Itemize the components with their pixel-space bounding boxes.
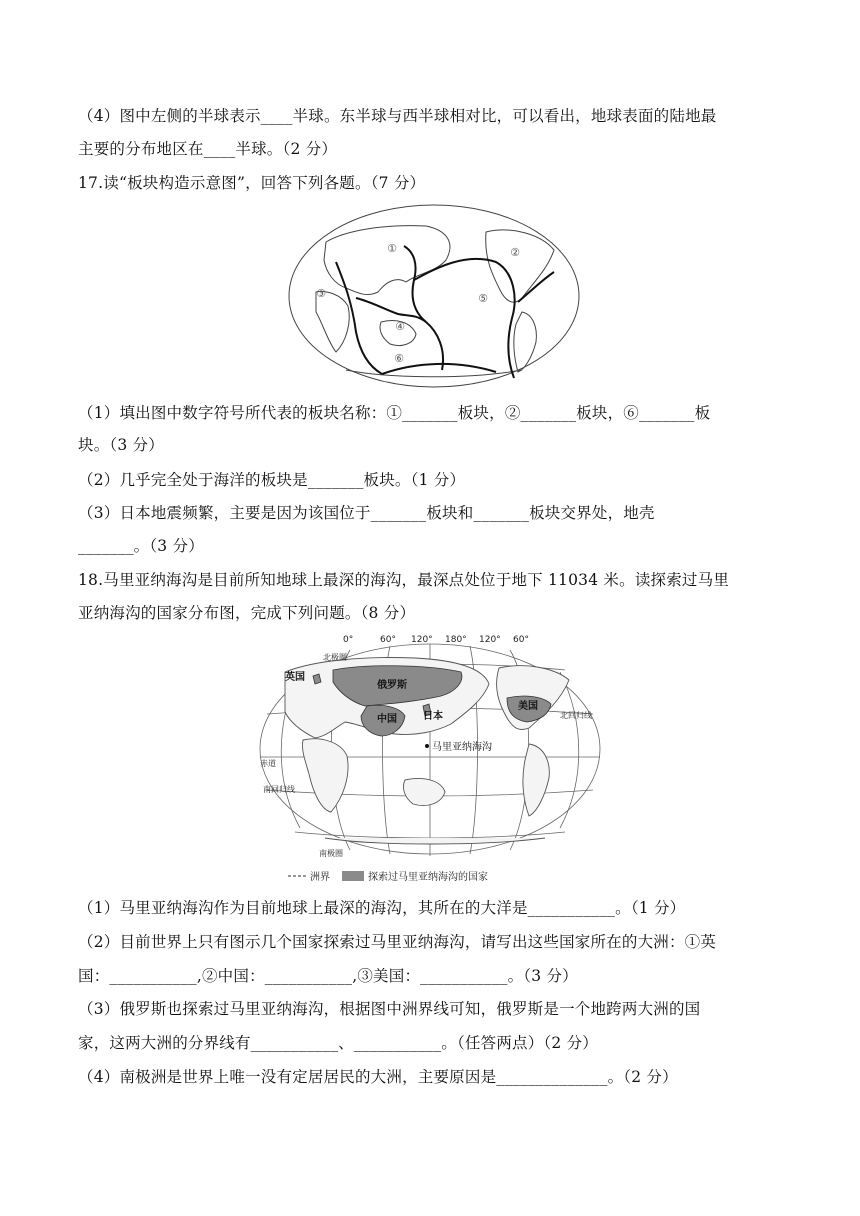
country-label-china: 中国 <box>377 714 397 725</box>
q18-part3-line1: （3）俄罗斯也探索过马里亚纳海沟，根据图中洲界线可知，俄罗斯是一个地跨两大洲的国 <box>78 1000 701 1018</box>
lon-label-60w: 60° <box>513 635 529 645</box>
q18-part2-line1: （2）目前世界上只有图示几个国家探索过马里亚纳海沟，请写出这些国家所在的大洲：①英 <box>78 933 717 951</box>
plate-label-4: ④ <box>395 320 405 333</box>
country-label-japan: 日本 <box>423 711 443 722</box>
tropic-cancer-label: 北回归线 <box>560 711 592 720</box>
plate-label-1: ① <box>387 242 397 255</box>
q18-part4: （4）南极洲是世界上唯一没有定居居民的大洲，主要原因是______________。（2 分） <box>78 1068 678 1086</box>
plate-label-5: ⑤ <box>478 292 488 305</box>
q18-title-line1: 18.马里亚纳海沟是目前所知地球上最深的海沟，最深点处位于地下 11034 米。读探索过马里 <box>78 571 730 589</box>
legend-countries-label: 探索过马里亚纳海沟的国家 <box>368 872 488 883</box>
q18-part1: （1）马里亚纳海沟作为目前地球上最深的海沟，其所在的大洋是___________。（1 分） <box>78 899 686 917</box>
country-label-russia: 俄罗斯 <box>377 680 407 691</box>
q17-part1-line2: 块。（3 分） <box>78 436 164 454</box>
lon-label-120: 120° <box>411 635 433 645</box>
q16-part4-line1: （4）图中左侧的半球表示____半球。东半球与西半球相对比，可以看出，地球表面的陆地最 <box>78 107 717 125</box>
equator-label: 赤道 <box>260 759 276 768</box>
q17-part2: （2）几乎完全处于海洋的板块是_______板块。（1 分） <box>78 471 466 489</box>
trench-dot <box>425 744 429 748</box>
q17-part3-line2: _______。（3 分） <box>78 537 204 555</box>
plate-label-6: ⑥ <box>394 352 404 365</box>
plate-label-2: ② <box>510 246 520 259</box>
q18-part2-line2: 国：___________,②中国：___________,③美国：___________。（3 分） <box>78 967 578 985</box>
legend-boundary-label: 洲界 <box>310 872 330 883</box>
lon-label-120w: 120° <box>479 635 501 645</box>
q17-title: 17.读“板块构造示意图”，回答下列各题。（7 分） <box>78 174 426 192</box>
q18-title-line2: 亚纳海沟的国家分布图，完成下列问题。（8 分） <box>78 604 416 622</box>
trench-label: 马里亚纳海沟 <box>432 742 492 753</box>
map-legend <box>286 868 586 884</box>
lon-label-0: 0° <box>343 635 354 645</box>
lon-label-60: 60° <box>380 635 396 645</box>
legend-swatch <box>342 871 364 881</box>
antarctic-circle-label: 南极圈 <box>319 849 343 858</box>
lon-label-180: 180° <box>445 635 467 645</box>
country-label-uk: 英国 <box>285 672 305 683</box>
q17-part3-line1: （3）日本地震频繁，主要是因为该国位于_______板块和_______板块交界处，地壳 <box>78 504 655 522</box>
tropic-capricorn-label: 南回归线 <box>263 785 295 794</box>
q17-part1-line1: （1）填出图中数字符号所代表的板块名称：①_______板块，②_______板块，⑥_______板 <box>78 404 711 422</box>
mariana-trench-countries-map <box>255 632 607 868</box>
country-label-usa: 美国 <box>518 701 538 712</box>
plate-tectonics-map <box>286 202 582 390</box>
q18-part3-line2: 家，这两大洲的分界线有___________、___________。（任答两点）（2 分） <box>78 1034 598 1052</box>
q16-part4-line2: 主要的分布地区在____半球。（2 分） <box>78 140 338 158</box>
arctic-circle-label: 北极圈 <box>323 653 347 662</box>
plate-label-3: ③ <box>316 287 326 300</box>
